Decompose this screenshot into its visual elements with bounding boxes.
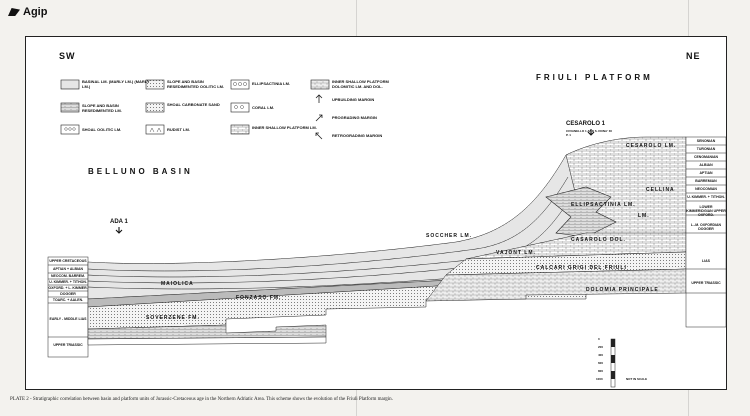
legend-label-basinal: BASINAL LM. (MARLY LM.) (MARLY LM.) <box>82 79 150 89</box>
ada-well-arrow-icon <box>116 227 122 233</box>
unit-dolomia-principale: DOLOMIA PRINCIPALE <box>586 287 659 293</box>
age-lias: LIAS <box>702 259 710 263</box>
age-aptian-albian: APTIAN + ALBIAN <box>52 267 84 271</box>
unit-calcari-grigi: CALCARI GRIGI DEL FRIULI <box>536 265 627 271</box>
age-neocomian: NEOCOMIAN <box>695 187 717 191</box>
agip-dog-icon <box>8 8 20 16</box>
age-albian: ALBIAN <box>699 163 713 167</box>
legend-swatch-slope-basin <box>61 103 79 112</box>
legend-label-slope-oolitic: SLOPE AND BASIN RESEDIMENTED OOLITIC LM. <box>167 79 225 89</box>
scale-tick-0: 0 <box>598 337 600 341</box>
agip-logo <box>8 6 47 18</box>
age-upper-triassic-left: UPPER TRIASSIC <box>53 343 83 347</box>
age-upper-triassic-right: UPPER TRIASSIC <box>691 281 721 285</box>
well-cesarolo-1: CESAROLO 1 <box>566 121 606 127</box>
friuli-platform-title: FRIULI PLATFORM <box>536 73 653 82</box>
age-u-kimmer-tithon: U. KIMMER. + TITHON. <box>49 280 87 284</box>
unit-fonzaso: FONZASO FM. <box>236 295 282 301</box>
legend-label-inner-dolomitic: INNER SHALLOW PLATFORM DOLOMITIC LM. AND DOL. <box>332 79 389 89</box>
retrograding-arrow-icon <box>316 133 322 139</box>
legend-swatch-shoal-oolitic <box>61 125 79 134</box>
age-dogger: DOGGER <box>60 292 76 296</box>
age-early-middle-lias: EARLY - MIDDLE LIAS <box>49 317 87 321</box>
prograding-arrow-icon <box>316 115 322 121</box>
plate-caption: PLATE 2 - Stratigraphic correlation between basin and platform units of Jurassic-Cretaceous age in the Northern Adriatic Area. This scheme shows the evolution of the Friuli Platform margin. <box>10 397 393 402</box>
age-turonian: TURONIAN <box>696 147 716 151</box>
age-senonian: SENONIAN <box>696 139 716 143</box>
age-u-kimmer-tithon-right: U. KIMMER. + TITHON. <box>687 195 725 199</box>
agip-logo-text: Agip <box>23 6 48 18</box>
diagram-frame <box>25 36 727 390</box>
well-ada-1: ADA 1 <box>110 219 128 225</box>
age-neocom-barrem: NEOCOM. BARREM. <box>50 274 86 278</box>
unit-ellipsactinia: ELLIPSACTINIA LM. <box>571 202 636 208</box>
vertical-scale-bar <box>611 339 615 387</box>
age-barremian: BARREMIAN <box>695 179 717 183</box>
unit-maiolica: MAIOLICA <box>161 281 194 287</box>
legend-label-slope-basin: SLOPE AND BASIN RESEDIMENTED LM. <box>82 103 122 113</box>
age-aptian: APTIAN <box>699 171 713 175</box>
legend-label-coral: CORAL LM. <box>252 105 275 110</box>
legend-label-shoal-sand: SHOAL CARBONATE SAND <box>167 102 220 107</box>
scale-tick-200: 200 <box>598 345 604 349</box>
unit-soccher: SOCCHER LM. <box>426 233 472 239</box>
unit-soverzene: SOVERZENE FM. <box>146 315 200 321</box>
age-upper-cretaceous: UPPER CRETACEOUS <box>49 259 87 263</box>
scale-tick-600: 600 <box>598 361 604 365</box>
legend-label-upbuilding: UPBUILDING MARGIN <box>332 97 375 102</box>
unit-vajont: VAJONT LM. <box>496 250 536 256</box>
upbuilding-arrow-icon <box>316 95 322 103</box>
legend-label-ellipsactinia: ELLIPSACTINIA LM. <box>252 81 291 86</box>
scale-note: NOT IN SCALE <box>626 377 648 381</box>
legend-label-rudist: RUDIST LM. <box>167 127 190 132</box>
scale-tick-800: 800 <box>598 369 604 373</box>
stratigraphic-section <box>26 37 726 389</box>
age-cenomanian: CENOMANIAN <box>693 155 719 159</box>
direction-ne: NE <box>686 51 701 61</box>
legend-label-inner-lm: INNER SHALLOW PLATFORM LM. <box>252 125 317 130</box>
well-cesarolo-sub: CIVIANELLO 1 AND S. DONA' DI P. 1 <box>566 129 612 137</box>
unit-cellina: CELLINA <box>646 187 675 193</box>
age-lower-kimmeridgian: LOWER KIMMERIDGIAN UPPER OXFORD. <box>686 205 726 217</box>
belluno-basin-title: BELLUNO BASIN <box>88 167 193 176</box>
unit-lm: LM. <box>638 213 650 219</box>
legend-swatch-basinal <box>61 80 79 89</box>
unit-cesarolo-lm: CESAROLO LM. <box>626 143 677 149</box>
direction-sw: SW <box>59 51 76 61</box>
legend-label-shoal-oolitic: SHOAL OOLITIC LM. <box>82 127 122 132</box>
scale-tick-1000: 1000 <box>596 377 603 381</box>
scale-tick-400: 400 <box>598 353 604 357</box>
age-oxford-kimmer: OXFORD. + L. KIMMER. <box>48 286 88 290</box>
age-l-m-oxfordian: L.-M. OXFORDIAN DOGGER <box>690 223 722 231</box>
unit-casarolo-dol: CASAROLO DOL. <box>571 237 626 243</box>
legend-label-prograding: PROGRADING MARGIN <box>332 115 377 120</box>
age-toarc-aalen: TOARC. + AALEN. <box>52 298 84 302</box>
legend-label-retrograding: RETROGRADING MARGIN <box>332 133 383 138</box>
